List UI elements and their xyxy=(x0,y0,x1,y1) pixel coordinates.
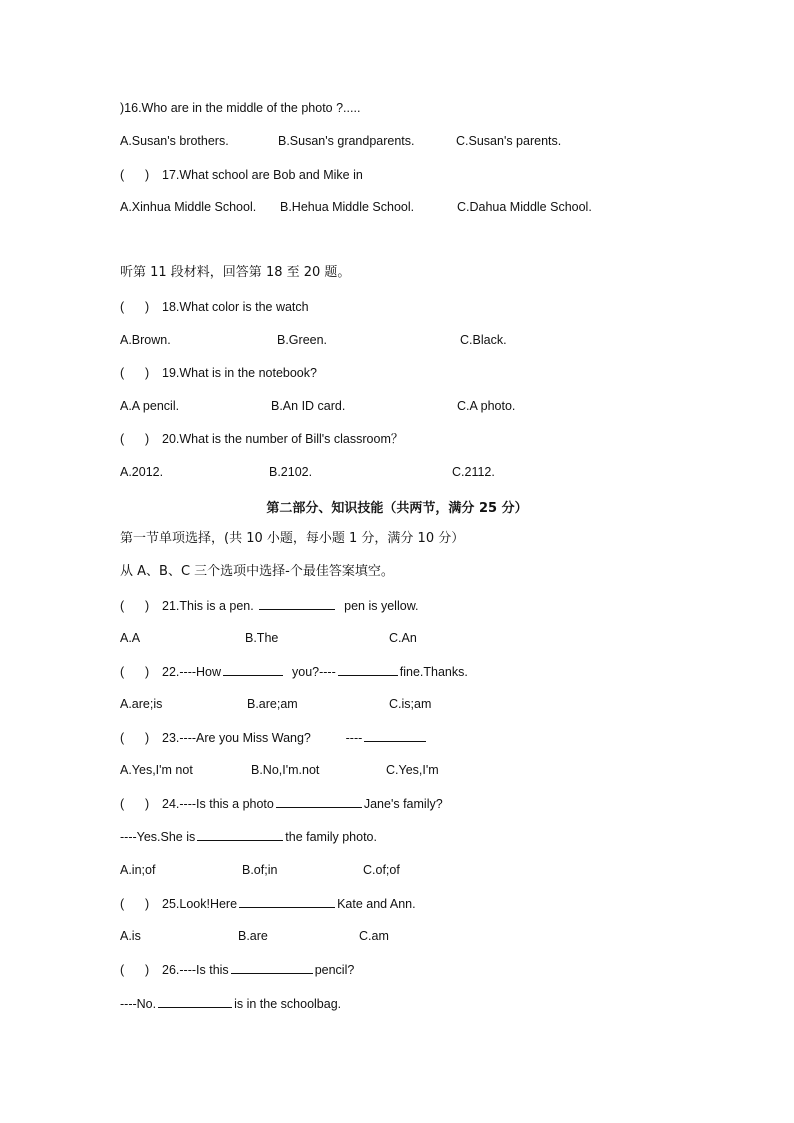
q17-option-b: B.Hehua Middle School. xyxy=(280,200,415,214)
q24-option-b: B.of;in xyxy=(242,863,278,877)
q19-option-a: A.A pencil. xyxy=(120,399,180,413)
q19-option-b: B.An ID card. xyxy=(271,399,346,413)
question-24: ( ) 24.----Is this a photo Jane's family? xyxy=(120,797,443,811)
question-16: )16.Who are in the middle of the photo ?..... xyxy=(120,101,361,115)
q25-option-c: C.am xyxy=(359,929,389,943)
question-20: ( ) 20.What is the number of Bill's classroom？ xyxy=(120,432,404,446)
q22-option-b: B.are;am xyxy=(247,697,298,711)
answer-blank[interactable] xyxy=(239,895,335,908)
q22-option-c: C.is;am xyxy=(389,697,432,711)
q25-option-a: A.is xyxy=(120,929,141,943)
question-26-reply: ----No. is in the schoolbag. xyxy=(120,997,342,1011)
answer-blank[interactable] xyxy=(197,828,283,841)
q18-option-b: B.Green. xyxy=(277,333,328,347)
question-23: ( ) 23.----Are you Miss Wang? ---- xyxy=(120,729,428,746)
q18-option-c: C.Black. xyxy=(460,333,507,347)
question-24-reply: ----Yes.She is the family photo. xyxy=(120,830,377,844)
answer-blank[interactable] xyxy=(276,795,362,808)
question-17: ( ) 17.What school are Bob and Mike in xyxy=(120,168,363,182)
q23-option-c: C.Yes,I'm xyxy=(386,763,439,777)
q17-option-a: A.Xinhua Middle School. xyxy=(120,200,257,214)
q16-option-b: B.Susan's grandparents. xyxy=(278,134,415,148)
q21-option-b: B.The xyxy=(245,631,279,645)
q19-option-c: C.A photo. xyxy=(457,399,516,413)
q25-option-b: B.are xyxy=(238,929,268,943)
question-22: ( ) 22.----How you?---- fine.Thanks. xyxy=(120,665,468,679)
answer-blank[interactable] xyxy=(158,995,232,1008)
question-18: ( ) 18.What color is the watch xyxy=(120,300,309,314)
q18-option-a: A.Brown. xyxy=(120,333,171,347)
q20-option-b: B.2102. xyxy=(269,465,313,479)
q20-option-c: C.2112. xyxy=(452,465,495,479)
question-19: ( ) 19.What is in the notebook? xyxy=(120,366,317,380)
q20-option-a: A.2012. xyxy=(120,465,164,479)
answer-blank[interactable] xyxy=(338,663,398,676)
question-25: ( ) 25.Look!Here Kate and Ann. xyxy=(120,897,416,911)
section-11-instruction: 听第 11 段材料，回答第 18 至 20 题。 xyxy=(120,265,351,280)
q24-option-c: C.of;of xyxy=(363,863,400,877)
q21-option-a: A.A xyxy=(120,631,141,645)
section-1-title: 第一节单项选择，(共 10 小题，每小题 1 分，满分 10 分） xyxy=(120,531,465,546)
part-2-title: 第二部分、知识技能（共两节，满分 25 分） xyxy=(266,501,528,516)
q17-option-c: C.Dahua Middle School. xyxy=(457,200,592,214)
instruction: 从 A、B、C 三个选项中选择-个最佳答案填空。 xyxy=(120,564,394,579)
question-21: ( ) 21.This is a pen. pen is yellow. xyxy=(120,599,419,613)
q16-option-a: A.Susan's brothers. xyxy=(120,134,229,148)
q21-option-c: C.An xyxy=(389,631,417,645)
q24-option-a: A.in;of xyxy=(120,863,156,877)
q23-option-a: A.Yes,I'm not xyxy=(120,763,193,777)
question-26: ( ) 26.----Is this pencil? xyxy=(120,963,355,977)
answer-blank[interactable] xyxy=(364,729,426,742)
q23-option-b: B.No,I'm.not xyxy=(251,763,320,777)
answer-blank[interactable] xyxy=(223,663,283,676)
q22-option-a: A.are;is xyxy=(120,697,163,711)
answer-blank[interactable] xyxy=(231,961,313,974)
answer-blank[interactable] xyxy=(259,597,335,610)
q16-option-c: C.Susan's parents. xyxy=(456,134,562,148)
